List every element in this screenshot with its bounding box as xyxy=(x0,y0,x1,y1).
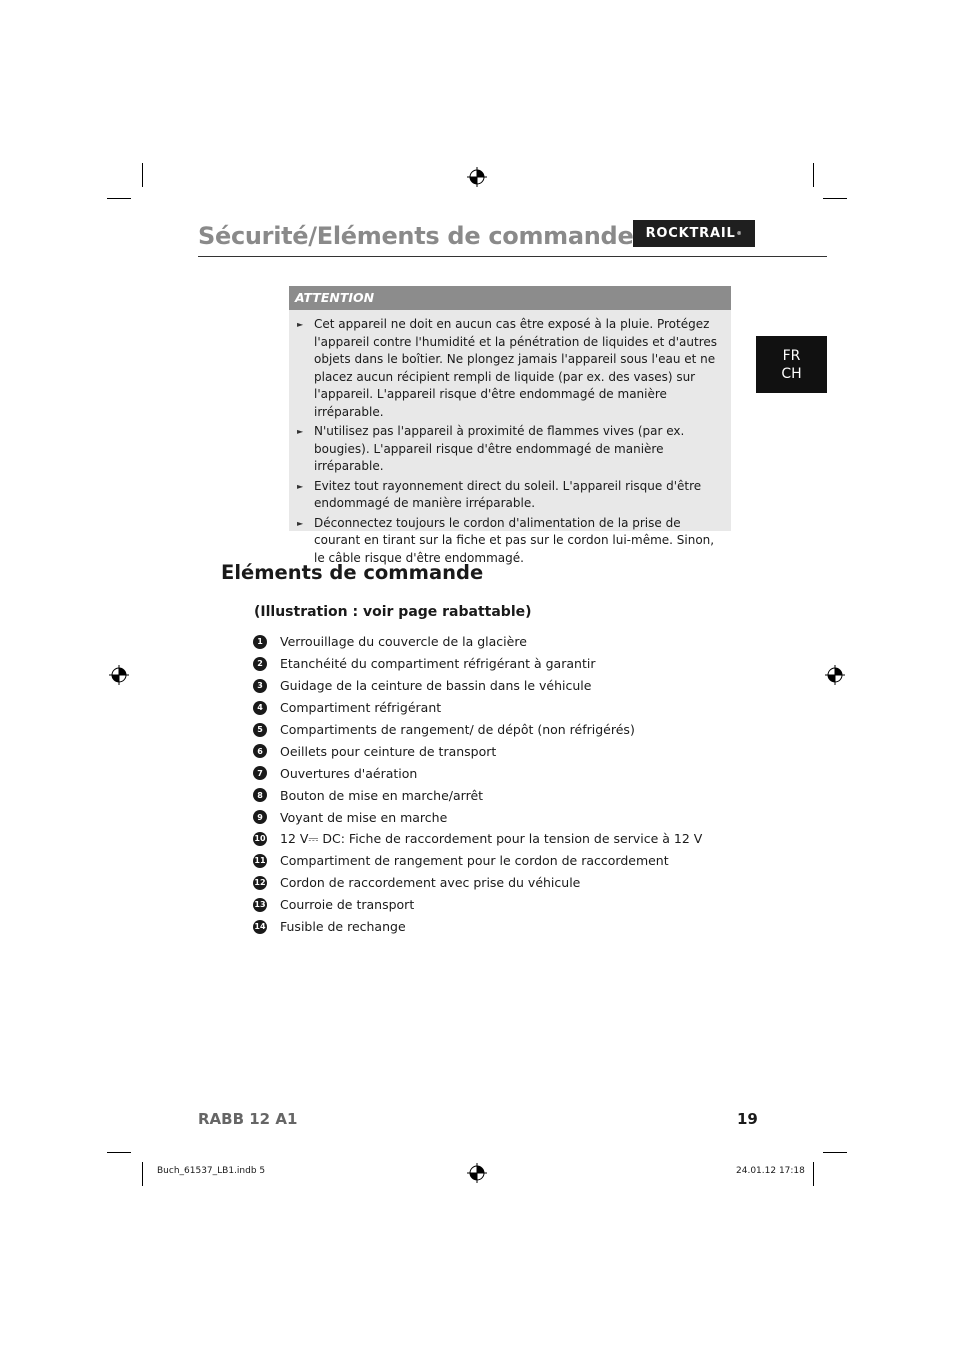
attention-item-text: Evitez tout rayonnement direct du soleil. L'appareil risque d'être endommagé de manière irréparable. xyxy=(314,478,702,510)
item-number-badge: 7 xyxy=(253,766,267,780)
item-number-badge: 6 xyxy=(253,744,267,758)
crop-mark xyxy=(107,1152,131,1153)
item-number-badge: 5 xyxy=(253,723,267,737)
item-number-badge: 4 xyxy=(253,701,267,715)
crop-mark xyxy=(823,1152,847,1153)
list-item xyxy=(253,850,702,872)
item-label: Guidage de la ceinture de bassin dans le véhicule xyxy=(280,678,592,694)
crop-mark xyxy=(813,163,814,187)
registration-mark-icon xyxy=(467,1163,487,1183)
arrow-bullet-icon: ► xyxy=(297,427,304,436)
list-item xyxy=(253,806,702,828)
attention-list xyxy=(289,310,731,567)
item-number-badge: 8 xyxy=(253,788,267,802)
brand-logo-text: ROCKTRAIL xyxy=(645,226,736,241)
registration-mark-icon xyxy=(109,665,129,685)
item-number-badge: 1 xyxy=(253,635,267,649)
section-heading: Eléments de commande xyxy=(221,561,484,584)
arrow-bullet-icon: ► xyxy=(297,518,304,528)
attention-item-text: N'utilisez pas l'appareil à proximité de flammes vives (par ex. bougies). L'appareil risque d'être endommagé de manière irréparable. xyxy=(314,424,685,473)
attention-heading: ATTENTION xyxy=(289,286,731,310)
list-item xyxy=(253,894,702,916)
list-item xyxy=(253,784,702,806)
language-code-ch: CH xyxy=(781,365,802,382)
list-item xyxy=(253,916,702,938)
crop-mark xyxy=(142,163,143,187)
crop-mark xyxy=(823,198,847,199)
list-item xyxy=(253,675,702,697)
item-label: Etanchéité du compartiment réfrigérant à garantir xyxy=(280,656,596,672)
item-label: Verrouillage du couvercle de la glacière xyxy=(280,634,527,650)
list-item xyxy=(253,653,702,675)
list-item xyxy=(253,828,702,850)
model-number: RABB 12 A1 xyxy=(198,1110,298,1128)
list-item xyxy=(253,697,702,719)
section-subheading: (Illustration : voir page rabattable) xyxy=(254,604,532,620)
attention-item-text: Déconnectez toujours le cordon d'alimentation de la prise de courant en tirant sur la fiche et pas sur le cordon lui-même. Sinon, le câble risque d'être endommagé. xyxy=(314,515,715,565)
brand-logo xyxy=(633,220,755,247)
list-item xyxy=(253,762,702,784)
item-number-badge: 10 xyxy=(253,832,267,846)
attention-item-text: Cet appareil ne doit en aucun cas être exposé à la pluie. Protégez l'appareil contre l'humidité et la pénétration de liquides et d'autres objets dans le boîtier. Ne plongez jamais l'appareil sous l'eau et ne placez aucun récipient rempli de liquide (par ex. des vases) sur l'appareil. L'appareil risque d'être endommagé de manière irréparable. xyxy=(314,317,718,419)
print-slug-file: Buch_61537_LB1.indb 5 xyxy=(157,1166,266,1176)
item-label: Ouvertures d'aération xyxy=(280,765,418,781)
item-label: Voyant de mise en marche xyxy=(280,809,448,825)
item-label: Bouton de mise en marche/arrêt xyxy=(280,787,484,803)
item-number-badge: 3 xyxy=(253,679,267,693)
list-item xyxy=(253,740,702,762)
language-tab xyxy=(756,336,827,393)
registration-mark-icon xyxy=(467,167,487,187)
arrow-bullet-icon: ► xyxy=(297,481,304,491)
crop-mark xyxy=(107,198,131,199)
list-item xyxy=(253,631,702,653)
registered-mark: ® xyxy=(736,230,743,237)
item-label: Courroie de transport xyxy=(280,897,415,913)
arrow-bullet-icon: ► xyxy=(297,320,304,329)
attention-item xyxy=(297,423,723,476)
list-item xyxy=(253,872,702,894)
page-number: 19 xyxy=(737,1110,758,1128)
item-number-badge: 2 xyxy=(253,657,267,671)
title-divider xyxy=(198,256,827,257)
item-number-badge: 9 xyxy=(253,810,267,824)
crop-mark xyxy=(142,1162,143,1186)
registration-mark-icon xyxy=(825,665,845,685)
item-label: Compartiment réfrigérant xyxy=(280,700,442,716)
item-label: Fusible de rechange xyxy=(280,919,406,935)
item-number-badge: 13 xyxy=(253,898,267,912)
controls-list xyxy=(253,631,702,937)
attention-item xyxy=(297,478,723,513)
crop-mark xyxy=(813,1162,814,1186)
attention-item xyxy=(297,515,723,568)
item-label: Compartiments de rangement/ de dépôt (non réfrigérés) xyxy=(280,722,635,737)
item-label: Cordon de raccordement avec prise du véhicule xyxy=(280,875,581,891)
attention-item xyxy=(297,316,723,421)
page-title: Sécurité/Eléments de commande xyxy=(198,222,634,250)
attention-box xyxy=(289,286,731,565)
item-number-badge: 11 xyxy=(253,854,267,868)
print-slug-date: 24.01.12 17:18 xyxy=(736,1166,805,1176)
item-number-badge: 14 xyxy=(253,920,267,934)
item-label: Oeillets pour ceinture de transport xyxy=(280,743,497,759)
item-number-badge: 12 xyxy=(253,876,267,890)
list-item xyxy=(253,719,702,741)
item-label: 12 V⎓ DC: Fiche de raccordement pour la tension de service à 12 V xyxy=(280,830,703,846)
item-label: Compartiment de rangement pour le cordon de raccordement xyxy=(280,853,669,869)
language-code-fr: FR xyxy=(782,347,801,364)
